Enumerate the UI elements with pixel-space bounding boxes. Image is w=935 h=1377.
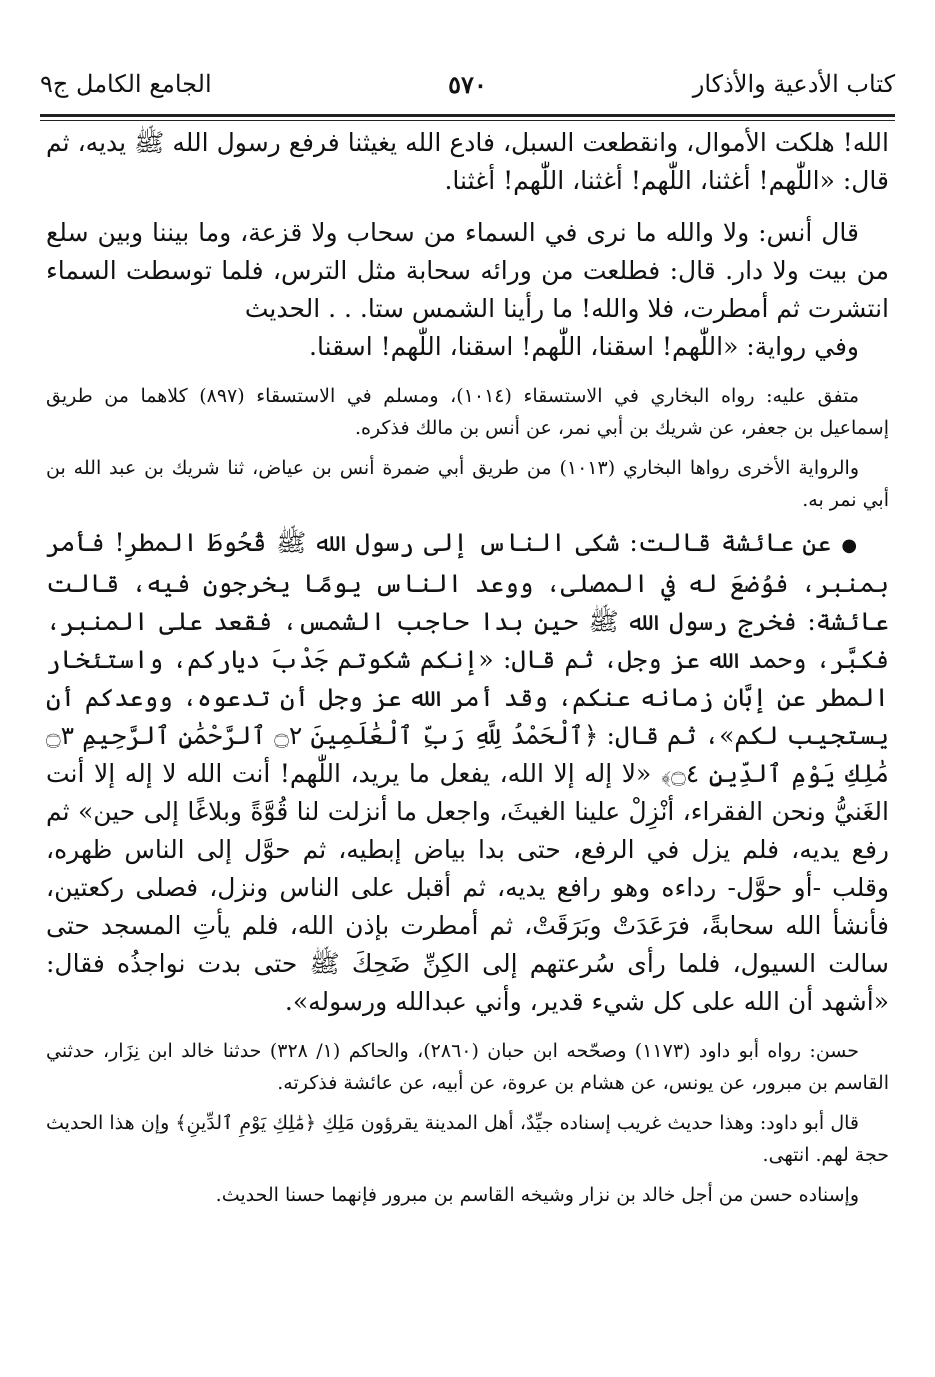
aisha-hadith [46,524,889,1021]
header-rule-thin [40,120,895,121]
page-body [46,124,889,1211]
hadith-continuation: الله! هلكت الأموال، وانقطعت السبل، فادع الله يغيثنا فرفع رسول الله ﷺ يديه، ثم قال: «اللّٰهم! أغثنا، اللّٰهم! أغثنا، اللّٰهم! أغثنا. [46,128,889,195]
header-rule-thick [40,114,895,117]
page-number: ٥٧٠ [448,70,487,99]
takhrij-note-2: والرواية الأخرى رواها البخاري (١٠١٣) من طريق أبي ضمرة أنس بن عياض، ثنا شريك بن عبد الله بن أبي نمر به. [46,457,889,511]
anas-narration: قال أنس: ولا والله ما نرى في السماء من سحاب ولا قزعة، وما بيننا وبين سلع من بيت ولا دار. قال: فطلعت من ورائه سحابة مثل الترس، فلما توسطت السماء انتشرت ثم أمطرت، فلا والله! ما رأينا الشمس ستا. . . الحديث [46,218,889,323]
isnad-comment: وإسناده حسن من أجل خالد بن نزار وشيخه القاسم بن مبرور فإنهما حسنا الحديث. [215,1184,859,1206]
takhrij-note-1: متفق عليه: رواه البخاري في الاستسقاء (١٠١٤)، ومسلم في الاستسقاء (٨٩٧) كلاهما من طريق إسماعيل بن جعفر، عن شريك بن أبي نمر، عن أنس بن مالك فذكره. [46,385,889,439]
page-header [40,62,895,106]
book-title: الجامع الكامل ج٩ [40,70,212,98]
hadith-bullet: ● [841,535,859,556]
grading-note: حسن: رواه أبو داود (١١٧٣) وصحّحه ابن حبان (٢٨٦٠)، والحاكم (١/ ٣٢٨) حدثنا خالد ابن نِزَار، حدثني القاسم بن مبرور، عن يونس، عن هشام بن عروة، عن أبيه، عن عائشة فذكرته. [46,1040,889,1094]
chapter-title: كتاب الأدعية والأذكار [692,70,895,98]
alternate-narration: وفي رواية: «اللّٰهم! اسقنا، اللّٰهم! اسقنا، اللّٰهم! اسقنا. [309,332,859,361]
abu-dawud-comment: قال أبو داود: وهذا حديث غريب إسناده جيِّدٌ، أهل المدينة يقرؤون مَلِكِ ﴿مَٰلِكِ يَوْمِ ٱلدِّينِ﴾ وإن هذا الحديث حجة لهم. انتهى. [46,1112,889,1166]
aisha-hadith-text: عن عائشة قالت: شكى الناس إلى رسول الله ﷺ قُحُوطَ المطرِ! فأمر بمنبر، فوُضعَ له في المصلى، ووعد الناس يومًا يخرجون فيه، قالت عائشة: فخرج رسول الله ﷺ حين بدا حاجب الشمس، فقعد على المنبر، فكبَّر، وحمد الله عز وجل، ثم قال: «إنكم شكوتم جَدْبَ دياركم، واستئخار المطر عن إبَّان زمانه عنكم، وقد أمر الله عز وجل أن تدعوه، ووعدكم أن يستجيب لكم»، ثم قال: ﴿ٱلْحَمْدُ لِلَّهِ رَبِّ ٱلْعَٰلَمِينَ ۝٢ ٱلرَّحْمَٰنِ ٱلرَّحِيمِ ۝٣ مَٰلِكِ يَوْمِ ٱلدِّينِ ۝٤﴾ «لا إله إلا الله، يفعل ما يريد، اللّٰهم! أنت الله لا إله إلا أنت الغَنيُّ ونحن الفقراء، أنْزِلْ علينا الغيثَ، واجعل ما أنزلت لنا قُوَّةً وبلاغًا إلى حين» ثم رفع يديه، فلم يزل في الرفع، حتى بدا بياض إبطيه، ثم حوَّل إلى الناس ظهره، وقلب -أو حوَّل- رداءه وهو رافع يديه، ثم أقبل على الناس ونزل، فصلى ركعتين، فأنشأ الله سحابةً، فرَعَدَتْ وبَرَقَتْ، ثم أمطرت بإذن الله، فلم يأتِ المسجد حتى سالت السيول، فلما رأى سُرعتهم إلى الكِنِّ ضَحِكَ ﷺ حتى بدت نواجذُه فقال: «أشهد أن الله على كل شيء قدير، وأني عبدالله ورسوله». [46,528,889,1016]
